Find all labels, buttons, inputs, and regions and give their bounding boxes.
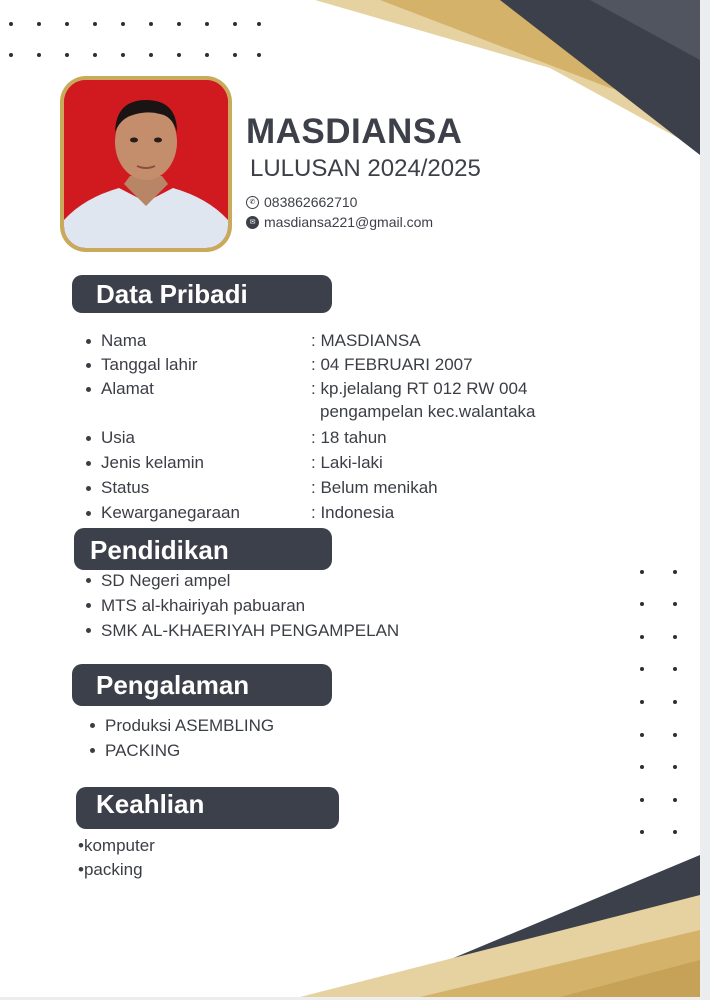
- address-continuation: pengampelan kec.walantaka: [320, 402, 536, 421]
- education-item: SMK AL-KHAERIYAH PENGAMPELAN: [86, 619, 399, 643]
- skill-item: •komputer: [78, 836, 155, 855]
- education-item: MTS al-khairiyah pabuaran: [86, 594, 305, 618]
- email-contact: [246, 214, 433, 230]
- profile-photo: [64, 80, 228, 248]
- mail-icon: ✉: [246, 216, 259, 229]
- section-header-skills: Keahlian: [76, 787, 339, 829]
- skill-item: •packing: [78, 860, 143, 879]
- section-header-education: Pendidikan: [74, 528, 332, 570]
- email-address: masdiansa221@gmail.com: [264, 214, 434, 230]
- phone-contact: [246, 194, 357, 210]
- profile-photo-frame: [60, 76, 232, 252]
- person-silhouette: [64, 80, 228, 248]
- resume-page: MASDIANSA LULUSAN 2024/2025 ✆ 083862662710 ✉ masdiansa221@gmail.com Data Pribadi Nama : MASDIANSA Tanggal lahir : 04 FEBRUARI 2007 Alamat : kp.jelalang RT 012 RW 004 pengampelan kec.walantaka Usia : 18 tahun Jenis kelamin : Laki-laki Status : Belum menikah Kewarganegaraan : Indonesia Pendidikan SD Negeri ampel MTS al-khairiyah pabuaran SMK AL-KHAERIYAH PENGAMPELAN Pengalaman Produksi ASEMBLING PACKING Keahlian •komputer •packing: [0, 0, 700, 997]
- phone-icon: ✆: [246, 196, 259, 209]
- graduation-subtitle: LULUSAN 2024/2025: [250, 155, 481, 182]
- section-header-personal: Data Pribadi: [72, 275, 332, 313]
- phone-number: 083862662710: [264, 194, 358, 210]
- education-item: SD Negeri ampel: [86, 569, 230, 593]
- experience-item: PACKING: [90, 739, 180, 763]
- experience-item: Produksi ASEMBLING: [90, 714, 274, 738]
- section-header-experience: Pengalaman: [72, 664, 332, 706]
- full-name: MASDIANSA: [246, 112, 463, 151]
